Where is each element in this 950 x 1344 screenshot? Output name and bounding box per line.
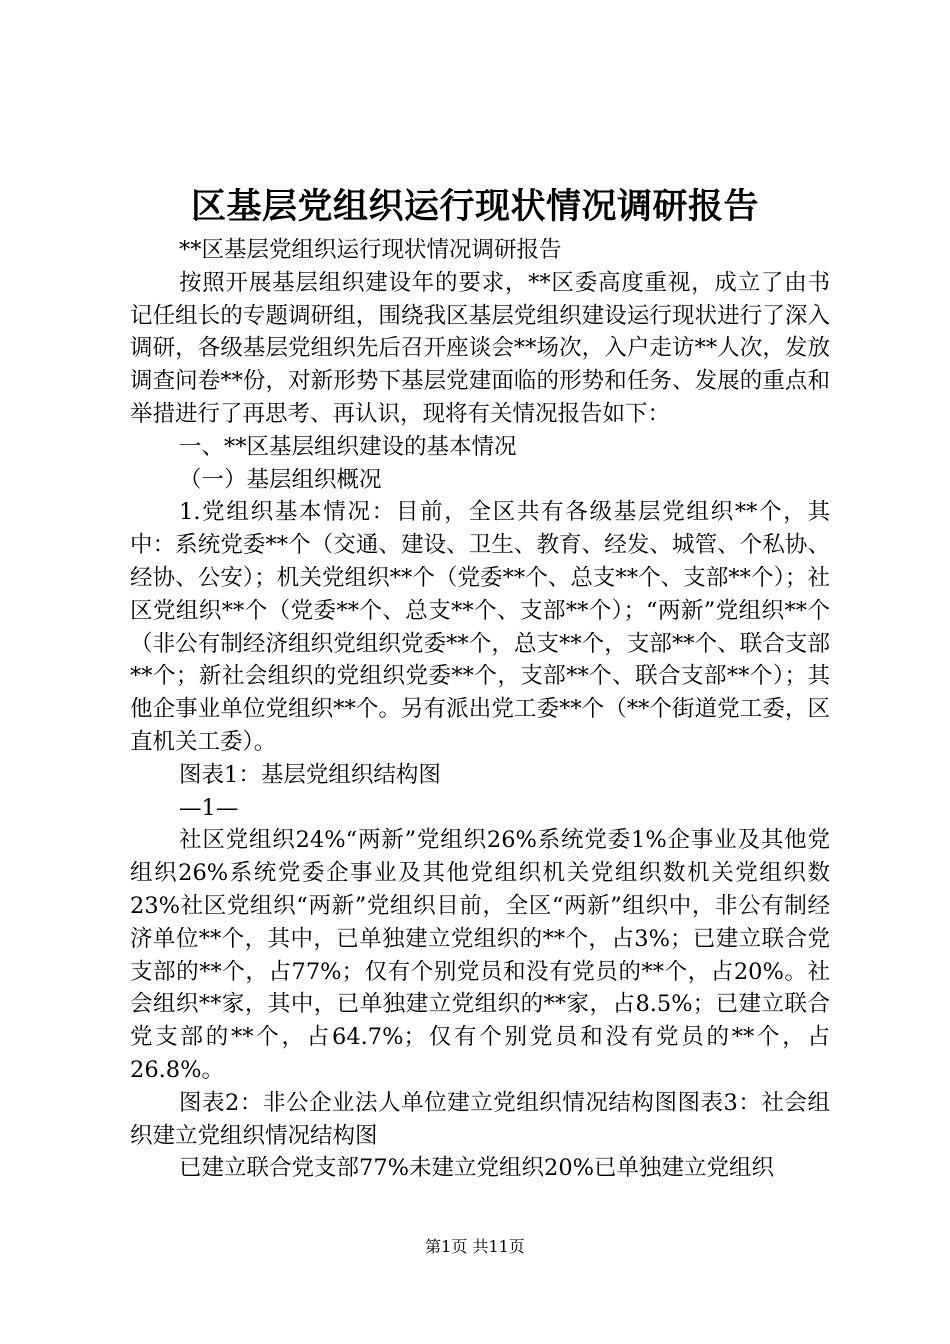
figure-caption-1: 图表1：基层党组织结构图 bbox=[179, 761, 441, 788]
intro-paragraph: 按照开展基层组织建设年的要求，**区委高度重视，成立了由书记任组长的专题调研组，围绕我区基层党组织建设运行现状进行了深入调研，各级基层党组织先后召开座谈会**场次，入户走访**人次，发放调查问卷**份，对新形势下基层党建面临的形势和任务、发展的重点和举措进行了再思考、再认识，现将有关情况报告如下： bbox=[130, 269, 830, 427]
basic-info-paragraph: 1.党组织基本情况：目前，全区共有各级基层党组织**个，其中：系统党委**个（交通、建设、卫生、教育、经发、城管、个私协、经协、公安）；机关党组织**个（党委**个、总支**个、支部**个）；社区党组织**个（党委**个、总支**个、支部**个）；“两新”党组织**个（非公有制经济组织党组织党委**个，总支**个，支部**个、联合支部**个；新社会组织的党组织党委**个，支部**个、联合支部**个）；其他企事业单位党组织**个。另有派出党工委**个（**个街道党工委，区直机关工委）。 bbox=[130, 499, 830, 755]
subsection-heading: （一）基层组织概况 bbox=[179, 466, 382, 493]
document-title: 区基层党组织运行现状情况调研报告 bbox=[190, 186, 759, 227]
figure-caption-2-3: 图表2：非公企业法人单位建立党组织情况结构图图表3：社会组织建立党组织情况结构图 bbox=[130, 1089, 830, 1149]
section-heading: 一、**区基层组织建设的基本情况 bbox=[179, 433, 517, 460]
chart-legend-text: 已建立联合党支部77%未建立党组织20%已单独建立党组织 bbox=[179, 1155, 775, 1182]
page-number: 第1页 共11页 bbox=[425, 1237, 525, 1256]
inline-page-marker: —1— bbox=[179, 794, 239, 821]
chart-text-paragraph: 社区党组织24%“两新”党组织26%系统党委1%企事业及其他党组织26%系统党委企事业及其他党组织机关党组织数机关党组织数23%社区党组织“两新”党组织目前，全区“两新”组织中，非公有制经济单位**个，其中，已单独建立党组织的**个，占3%；已建立联合党支部的**个，占77%；仅有个别党员和没有党员的**个，占20%。社会组织**家，其中，已单独建立党组织的**家，占8.5%；已建立联合党支部的**个，占64.7%；仅有个别党员和没有党员的**个，占26.8%。 bbox=[130, 827, 830, 1083]
document-body bbox=[130, 234, 830, 1185]
report-heading: **区基层党组织运行现状情况调研报告 bbox=[179, 237, 562, 263]
